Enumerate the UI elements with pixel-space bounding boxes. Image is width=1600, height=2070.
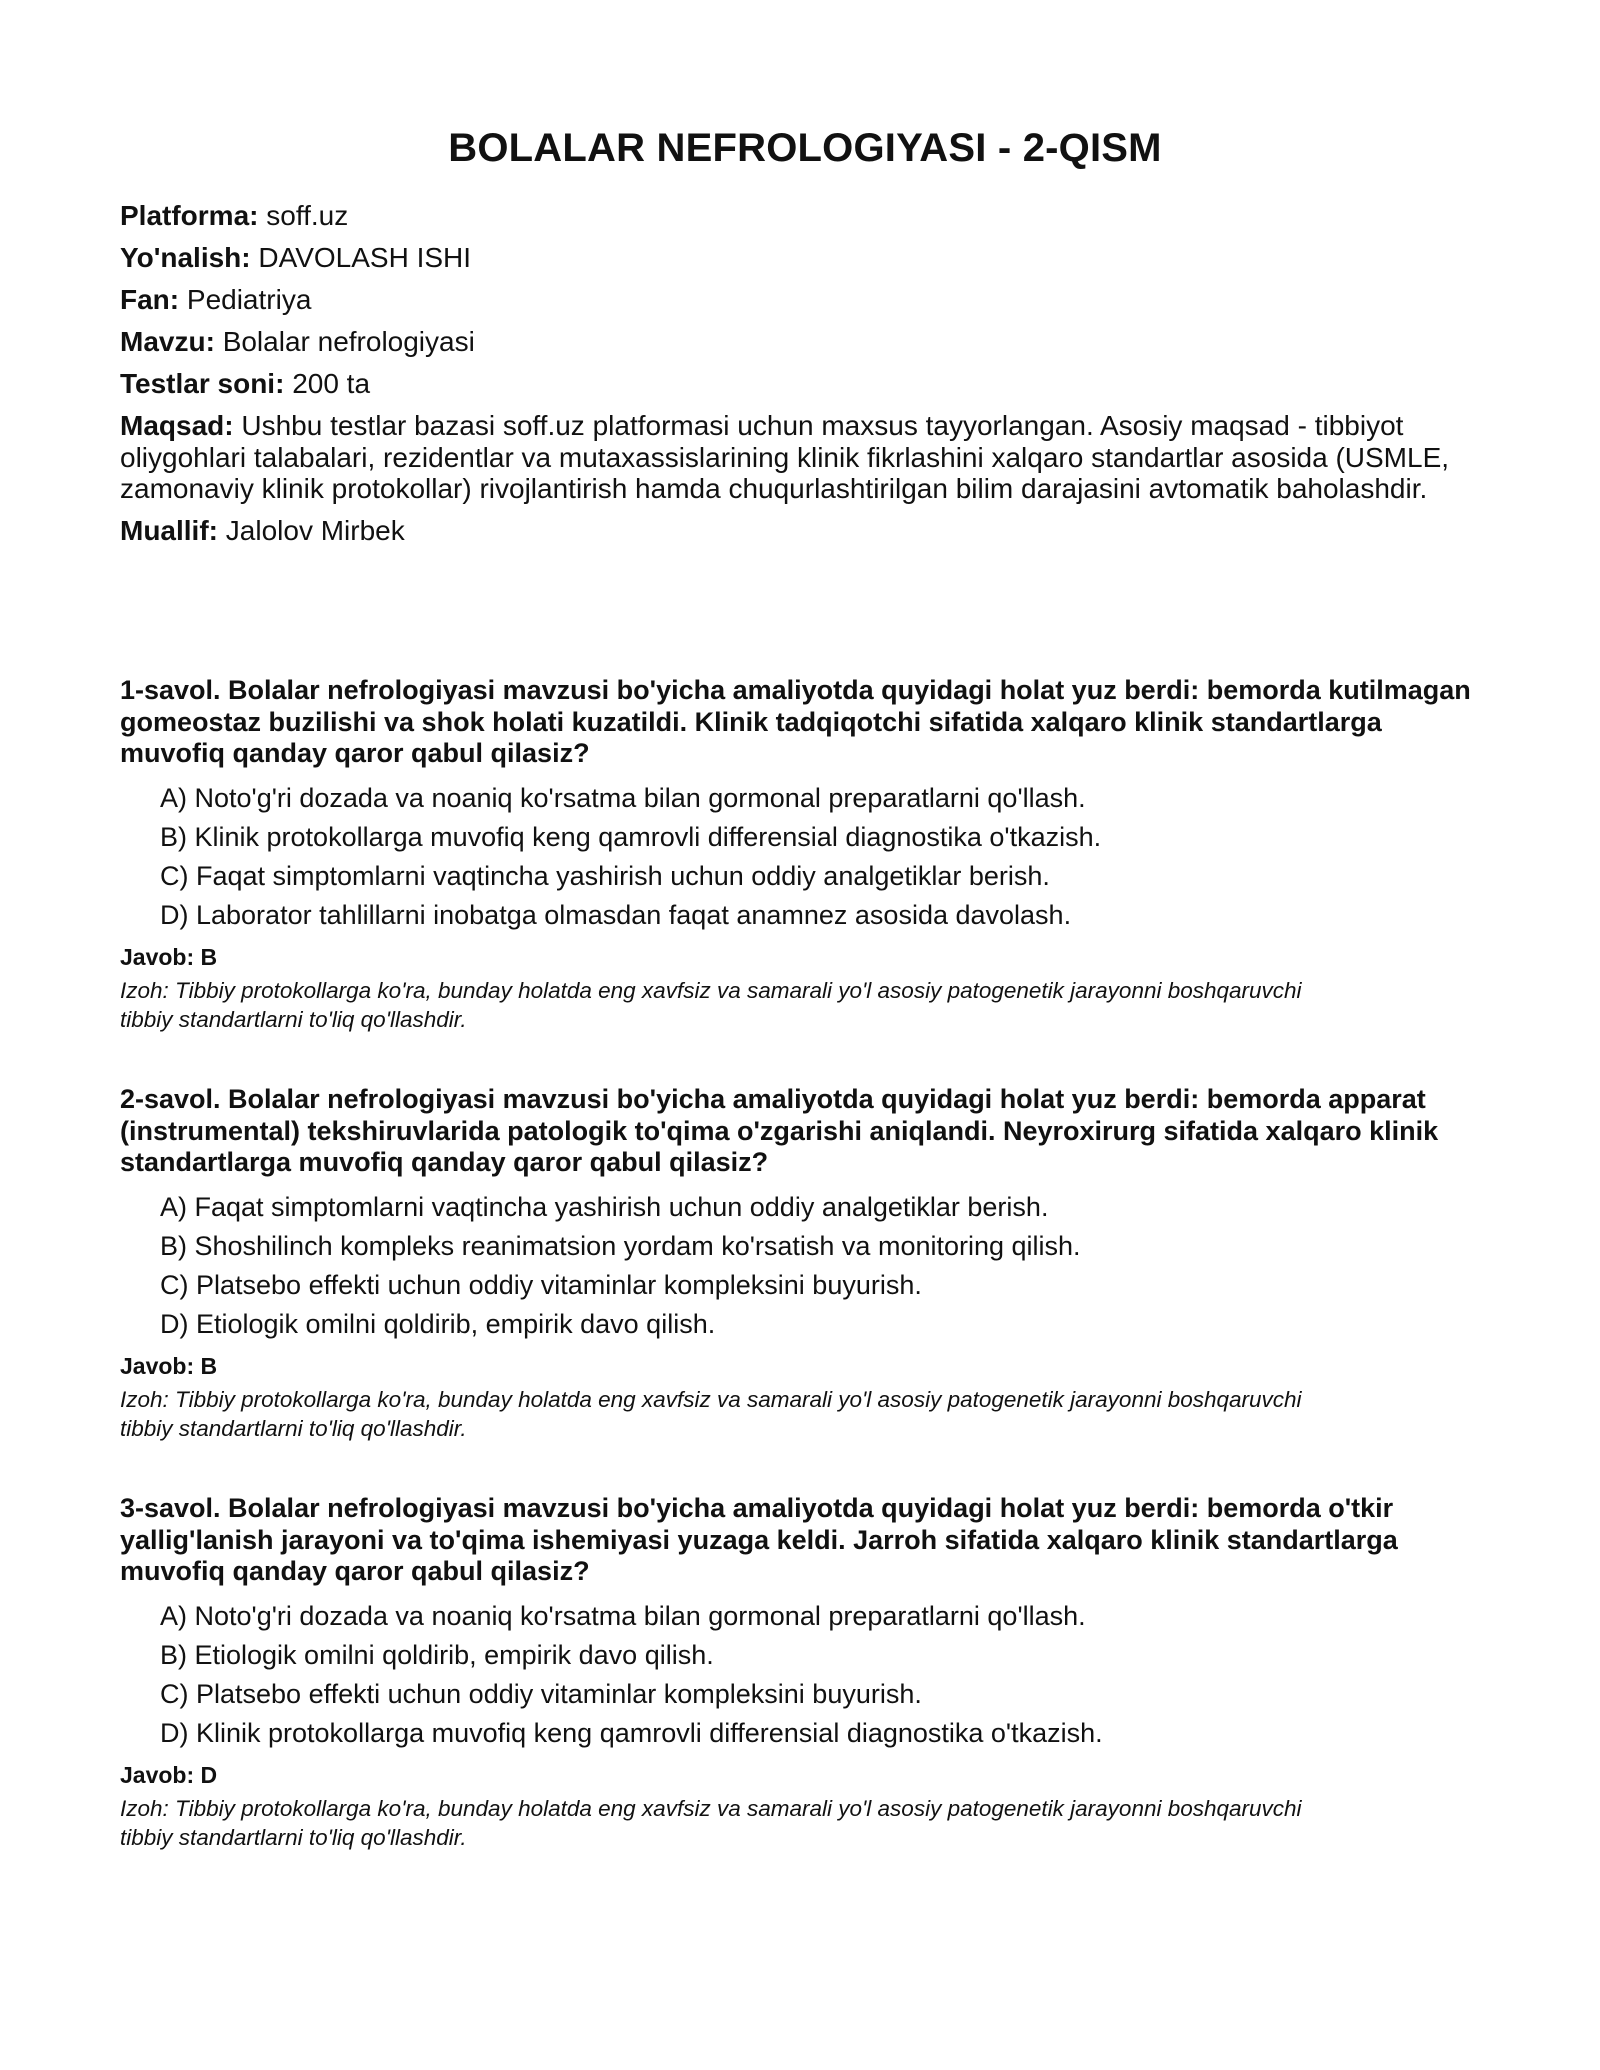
answer-options <box>120 1191 1490 1340</box>
meta-subject <box>120 284 1490 316</box>
answer-options <box>120 1600 1490 1749</box>
meta-direction-value: DAVOLASH ISHI <box>258 242 472 273</box>
meta-subject-value: Pediatriya <box>186 284 312 315</box>
question-block <box>120 675 1490 1035</box>
question-block <box>120 1084 1490 1444</box>
answer-option-a: A) Noto'g'ri dozada va noaniq ko'rsatma bilan gormonal preparatlarni qo'llash. <box>160 1600 1086 1631</box>
meta-topic-label: Mavzu: <box>120 326 215 357</box>
answer-option-b: B) Klinik protokollarga muvofiq keng qamrovli differensial diagnostika o'tkazish. <box>160 821 1102 852</box>
meta-goal-value: Ushbu testlar bazasi soff.uz platformasi uchun maxsus tayyorlangan. Asosiy maqsad - tibbiyot oliygohlari talabalari, rezidentlar va mutaxassislarining klinik fikrlashini xalqaro standartlar asosida (USMLE, zamonaviy klinik protokollar) rivojlantirish hamda chuqurlashtirilgan bilim darajasini avtomatik baholashdir. <box>120 410 1450 504</box>
answer-option-d: D) Klinik protokollarga muvofiq keng qamrovli differensial diagnostika o'tkazish. <box>160 1717 1103 1748</box>
correct-answer: Javob: B <box>120 1352 218 1379</box>
meta-count-label: Testlar soni: <box>120 368 285 399</box>
meta-author-value: Jalolov Mirbek <box>225 514 405 546</box>
meta-author-label: Muallif: <box>120 514 218 546</box>
answer-option-a: A) Noto'g'ri dozada va noaniq ko'rsatma bilan gormonal preparatlarni qo'llash. <box>160 782 1086 813</box>
meta-direction <box>120 242 1490 274</box>
answer-option-a: A) Faqat simptomlarni vaqtincha yashirish uchun oddiy analgetiklar berish. <box>160 1191 1049 1222</box>
answer-option-c: C) Platsebo effekti uchun oddiy vitaminlar kompleksini buyurish. <box>160 1269 922 1300</box>
meta-subject-label: Fan: <box>120 284 180 315</box>
meta-platform-value: soff.uz <box>266 200 349 231</box>
answer-explanation: Izoh: Tibbiy protokollarga ko'ra, bunday holatda eng xavfsiz va samarali yo'l asosiy patogenetik jarayonni boshqaruvchi tibbiy standartlarni to'liq qo'llashdir. <box>120 977 1302 1032</box>
correct-answer: Javob: D <box>120 1761 218 1788</box>
document-meta <box>120 200 1490 557</box>
question-text: 2-savol. Bolalar nefrologiyasi mavzusi bo'yicha amaliyotda quyidagi holat yuz berdi: bemorda apparat (instrumental) tekshiruvlarida patologik to'qima o'zgarishi aniqlandi. Neyroxirurg sifatida xalqaro klinik standartlarga muvofiq qanday qaror qabul qilasiz? <box>120 1084 1439 1177</box>
answer-explanation: Izoh: Tibbiy protokollarga ko'ra, bunday holatda eng xavfsiz va samarali yo'l asosiy patogenetik jarayonni boshqaruvchi tibbiy standartlarni to'liq qo'llashdir. <box>120 1795 1302 1850</box>
document-title: BOLALAR NEFROLOGIYASI - 2-QISM <box>448 126 1162 170</box>
meta-platform-label: Platforma: <box>120 200 259 231</box>
answer-explanation: Izoh: Tibbiy protokollarga ko'ra, bunday holatda eng xavfsiz va samarali yo'l asosiy patogenetik jarayonni boshqaruvchi tibbiy standartlarni to'liq qo'llashdir. <box>120 1386 1302 1441</box>
meta-topic-value: Bolalar nefrologiyasi <box>222 326 475 357</box>
question-block <box>120 1493 1490 1853</box>
answer-options <box>120 782 1490 931</box>
answer-option-c: C) Platsebo effekti uchun oddiy vitaminlar kompleksini buyurish. <box>160 1678 922 1709</box>
meta-direction-label: Yo'nalish: <box>120 242 251 273</box>
meta-author <box>120 515 1490 547</box>
correct-answer: Javob: B <box>120 943 218 970</box>
answer-option-c: C) Faqat simptomlarni vaqtincha yashirish uchun oddiy analgetiklar berish. <box>160 860 1050 891</box>
meta-goal-label: Maqsad: <box>120 410 234 441</box>
answer-option-b: B) Etiologik omilni qoldirib, empirik davo qilish. <box>160 1639 714 1670</box>
meta-topic <box>120 326 1490 358</box>
meta-platform <box>120 200 1490 232</box>
question-text: 3-savol. Bolalar nefrologiyasi mavzusi bo'yicha amaliyotda quyidagi holat yuz berdi: bemorda o'tkir yallig'lanish jarayoni va to'qima ishemiyasi yuzaga keldi. Jarroh sifatida xalqaro klinik standartlarga muvofiq qanday qaror qabul qilasiz? <box>120 1493 1398 1586</box>
meta-goal <box>120 410 1490 505</box>
question-text: 1-savol. Bolalar nefrologiyasi mavzusi bo'yicha amaliyotda quyidagi holat yuz berdi: bemorda kutilmagan gomeostaz buzilishi va shok holati kuzatildi. Klinik tadqiqotchi sifatida xalqaro klinik standartlarga muvofiq qanday qaror qabul qilasiz? <box>120 675 1471 768</box>
meta-count <box>120 368 1490 400</box>
meta-count-value: 200 ta <box>292 368 371 399</box>
answer-option-d: D) Etiologik omilni qoldirib, empirik davo qilish. <box>160 1308 716 1339</box>
answer-option-d: D) Laborator tahlillarni inobatga olmasdan faqat anamnez asosida davolash. <box>160 899 1072 930</box>
answer-option-b: B) Shoshilinch kompleks reanimatsion yordam ko'rsatish va monitoring qilish. <box>160 1230 1081 1261</box>
